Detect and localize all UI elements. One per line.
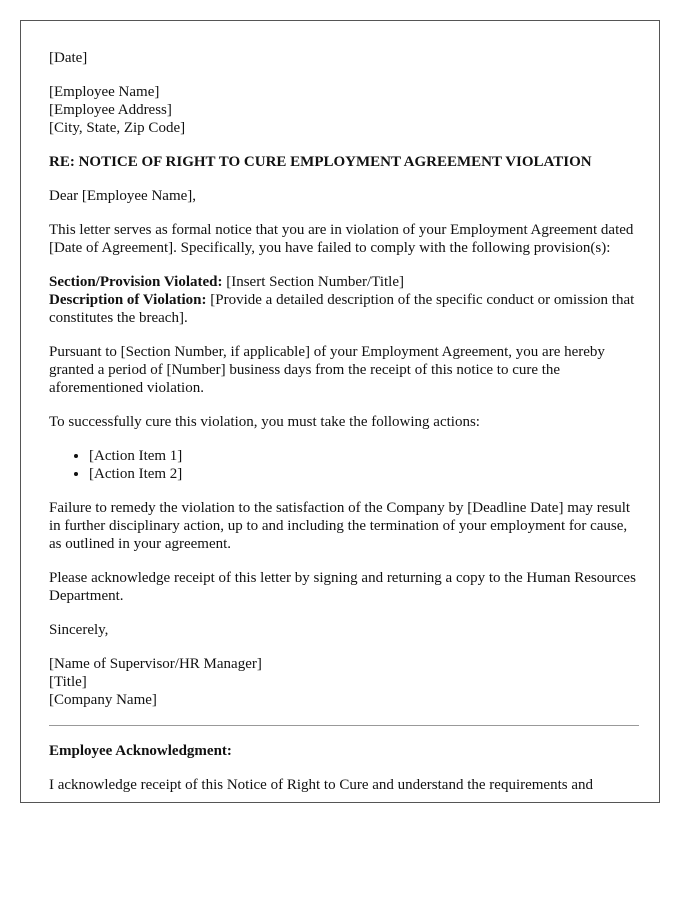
description-label: Description of Violation: xyxy=(49,292,207,308)
salutation: Dear [Employee Name], xyxy=(49,188,197,204)
cure-period-paragraph: Pursuant to [Section Number, if applicable] of your Employment Agreement, you are hereby granted a period of [Number] business days from the receipt of this notice to cure the aforementioned violation. xyxy=(49,344,605,396)
closing: Sincerely, xyxy=(49,622,109,638)
signature-company: [Company Name] xyxy=(49,692,157,708)
acknowledge-request: Please acknowledge receipt of this letter by signing and returning a copy to the Human Resources Department. xyxy=(49,570,636,604)
recipient-city: [City, State, Zip Code] xyxy=(49,120,186,136)
recipient-name: [Employee Name] xyxy=(49,84,160,100)
violation-details xyxy=(49,273,639,327)
section-label: Section/Provision Violated: xyxy=(49,274,223,290)
acknowledgment-title: Employee Acknowledgment: xyxy=(49,743,232,759)
action-item: • [Action Item 2] xyxy=(89,465,639,483)
intro-paragraph: This letter serves as formal notice that you are in violation of your Employment Agreement dated [Date of Agreement]. Specifically, you have failed to comply with the following provision(s): xyxy=(49,222,634,256)
recipient-block xyxy=(49,83,639,137)
action-item: • [Action Item 1] xyxy=(89,447,639,465)
signature-name: [Name of Supervisor/HR Manager] xyxy=(49,656,262,672)
signature-title: [Title] xyxy=(49,674,87,690)
signature-block xyxy=(49,655,639,709)
letter-body xyxy=(49,49,639,803)
section-divider xyxy=(49,725,639,726)
actions-intro: To successfully cure this violation, you must take the following actions: xyxy=(49,414,480,430)
failure-paragraph: Failure to remedy the violation to the satisfaction of the Company by [Deadline Date] may result in further disciplinary action, up to and including the termination of your employment for cause, as outlined in your agreement. xyxy=(49,500,631,552)
acknowledgment-text: I acknowledge receipt of this Notice of Right to Cure and understand the requirements and xyxy=(49,777,593,793)
subject-line: RE: NOTICE OF RIGHT TO CURE EMPLOYMENT AGREEMENT VIOLATION xyxy=(49,154,592,170)
section-value: [Insert Section Number/Title] xyxy=(222,274,404,290)
action-list xyxy=(49,447,639,483)
description-value: [Provide a detailed description of the specific conduct or omission that constitutes the breach]. xyxy=(49,292,635,326)
letter-date: [Date] xyxy=(49,50,88,66)
letter-page xyxy=(20,20,660,803)
recipient-address: [Employee Address] xyxy=(49,102,172,118)
